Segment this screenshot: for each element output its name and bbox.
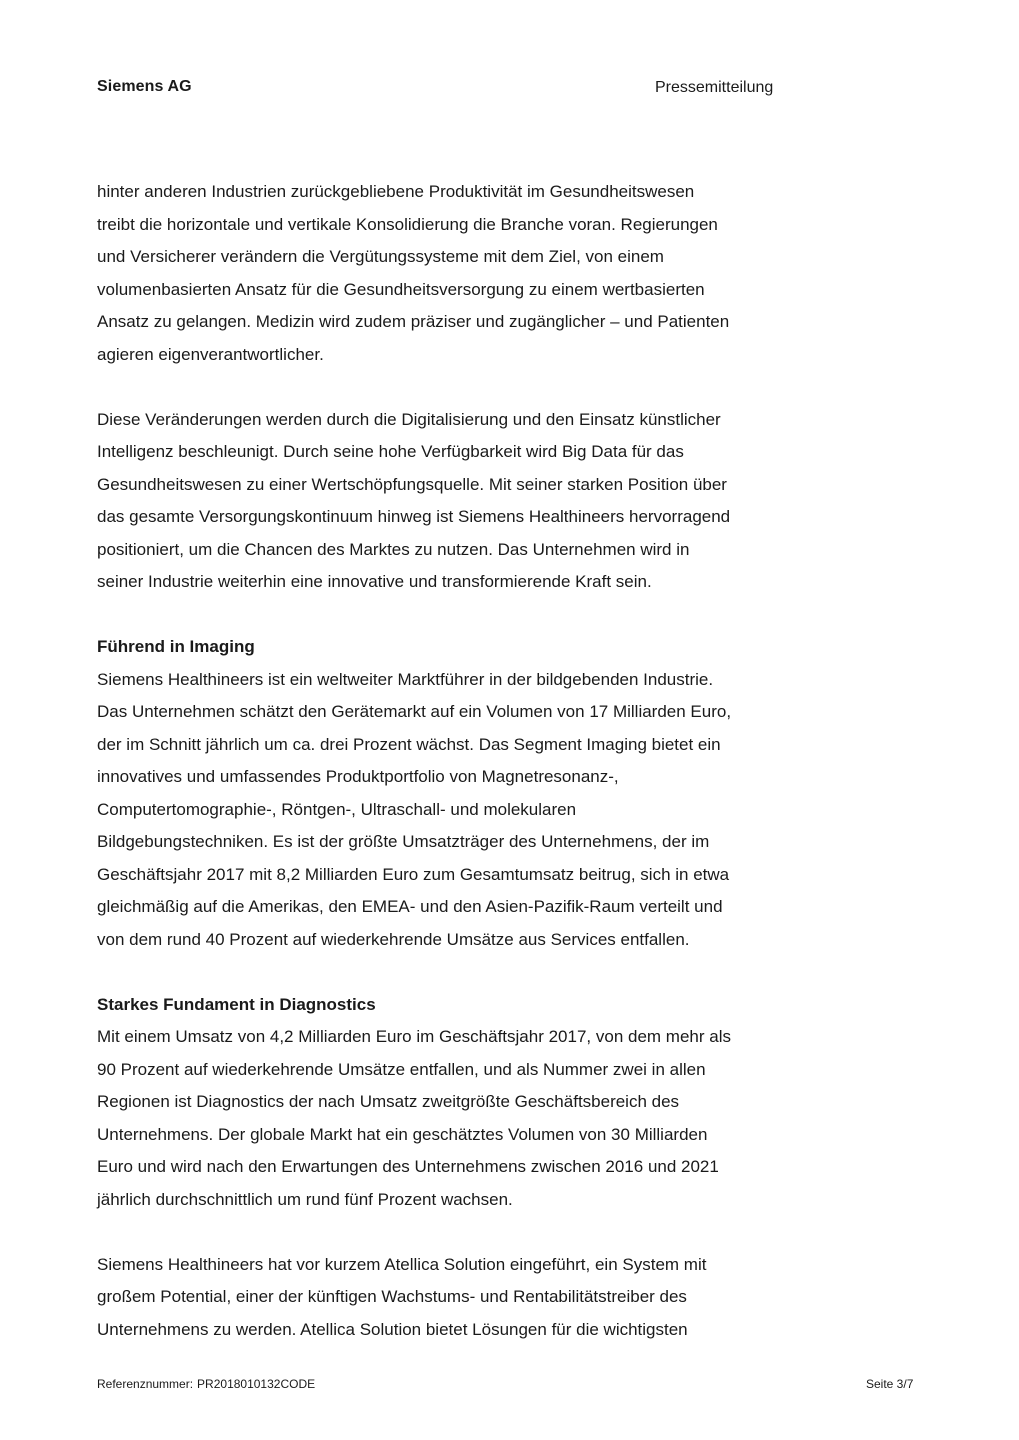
section-diagnostics bbox=[97, 989, 817, 1347]
section-heading-diagnostics: Starkes Fundament in Diagnostics bbox=[97, 994, 376, 1014]
document-body bbox=[97, 176, 817, 1346]
company-name: Siemens AG bbox=[97, 78, 192, 95]
section-text-imaging: Siemens Healthineers ist ein weltweiter Marktführer in der bildgebenden Industrie. Das Unternehmen schätzt den Gerätemarkt auf ein Volumen von 17 Milliarden Euro, der im Schnitt jährlich um ca. drei Prozent wächst. Das Segment Imaging bietet ein innovatives und umfassendes Produktportfolio von Magnetresonanz-, Computertomographie-, Röntgen-, Ultraschall- und molekularen Bildgebungstechniken. Es ist der größte Umsatzträger des Unternehmens, der im Geschäftsjahr 2017 mit 8,2 Milliarden Euro zum Gesamtumsatz beitrug, sich in etwa gleichmäßig auf die Amerikas, den EMEA- und den Asien-Pazifik-Raum verteilt und von dem rund 40 Prozent auf wiederkehrende Umsätze aus Services entfallen. bbox=[97, 669, 732, 949]
page-number: Seite 3/7 bbox=[866, 1377, 914, 1391]
section-imaging bbox=[97, 631, 817, 956]
section-text-diagnostics-2: Siemens Healthineers hat vor kurzem Atellica Solution eingeführt, ein System mit großem Potential, einer der künftigen Wachstums- und Rentabilitätstreiber des Unternehmens zu werden. Atellica Solution bietet Lösungen für die wichtigsten bbox=[97, 1254, 707, 1339]
reference-number: PR2018010132CODE bbox=[197, 1377, 316, 1391]
paragraph-1: hinter anderen Industrien zurückgebliebene Produktivität im Gesundheitswesen treibt die horizontale und vertikale Konsolidierung die Branche voran. Regierungen und Versicherer verändern die Vergütungssysteme mit dem Ziel, von einem volumenbasierten Ansatz für die Gesundheitsversorgung zu einem wertbasierten Ansatz zu gelangen. Medizin wird zudem präziser und zugänglicher – und Patienten agieren eigenverantwortlicher. bbox=[97, 182, 730, 364]
reference-label: Referenznummer: bbox=[97, 1377, 194, 1391]
section-heading-imaging: Führend in Imaging bbox=[97, 637, 255, 656]
document-type: Pressemitteilung bbox=[655, 79, 774, 96]
section-text-diagnostics: Mit einem Umsatz von 4,2 Milliarden Euro im Geschäftsjahr 2017, von dem mehr als 90 Prozent auf wiederkehrende Umsätze entfallen, und als Nummer zwei in allen Regionen ist Diagnostics der nach Umsatz zweitgrößte Geschäftsbereich des Unternehmens. Der globale Markt hat ein geschätztes Volumen von 30 Milliarden Euro und wird nach den Erwartungen des Unternehmens zwischen 2016 und 2021 jährlich durchschnittlich um rund fünf Prozent wachsen. bbox=[97, 1027, 731, 1209]
footer-reference bbox=[97, 1377, 315, 1391]
paragraph-2: Diese Veränderungen werden durch die Digitalisierung und den Einsatz künstlicher Intelligenz beschleunigt. Durch seine hohe Verfügbarkeit wird Big Data für das Gesundheitswesen zu einer Wertschöpfungsquelle. Mit seiner starken Position über das gesamte Versorgungskontinuum hinweg ist Siemens Healthineers hervorragend positioniert, um die Chancen des Marktes zu nutzen. Das Unternehmen wird in seiner Industrie weiterhin eine innovative und transformierende Kraft sein. bbox=[97, 409, 731, 591]
